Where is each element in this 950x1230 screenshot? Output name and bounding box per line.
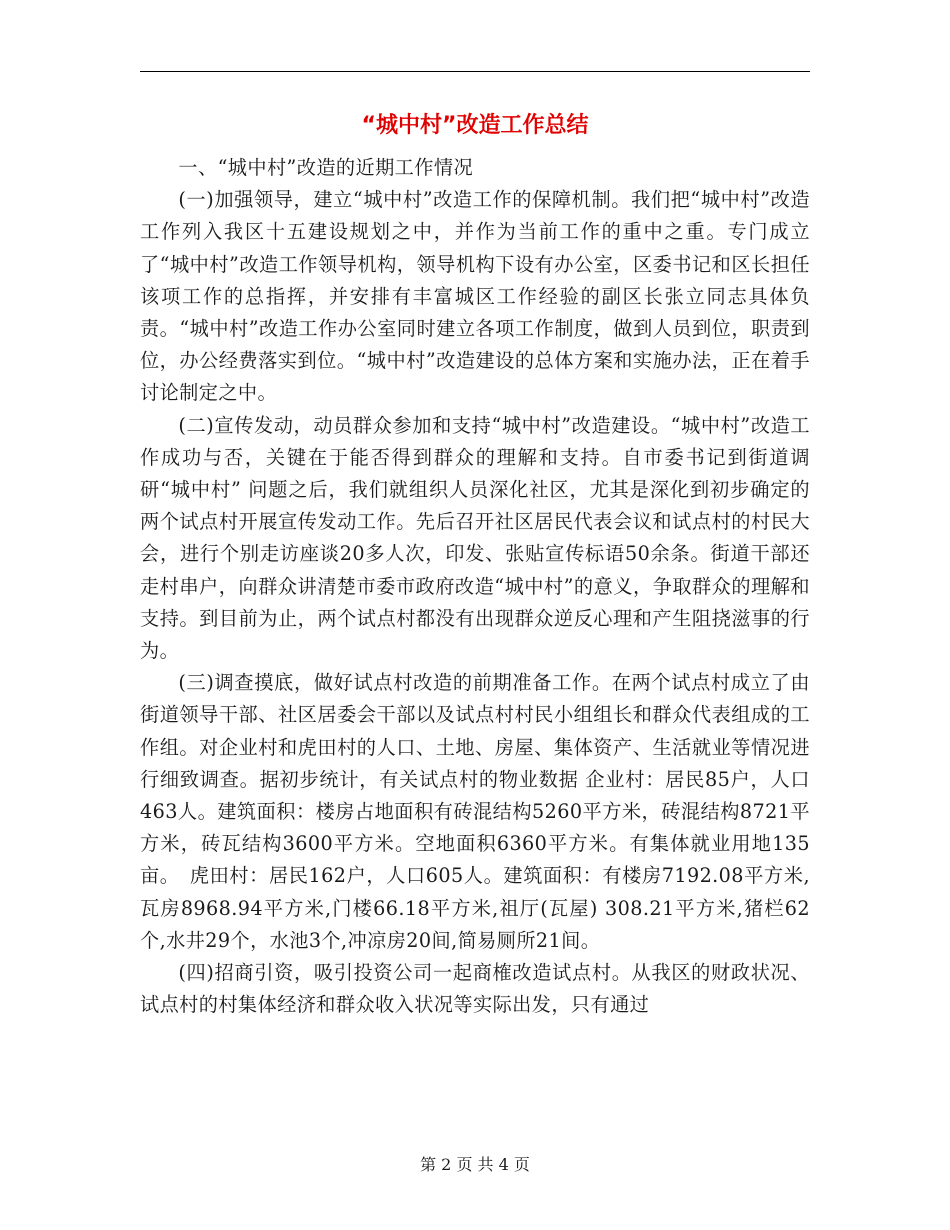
paragraph: (一)加强领导，建立“城中村”改造工作的保障机制。我们把“城中村”改造工作列入我区十五建设规划之中，并作为当前工作的重中之重。专门成立了“城中村”改造工作领导机构，领导机构下设有办公室，区委书记和区长担任该项工作的总指挥，并安排有丰富城区工作经验的副区长张立同志具体负责。“城中村”改造工作办公室同时建立各项工作制度，做到人员到位，职责到位，办公经费落实到位。“城中村”改造建设的总体方案和实施办法，正在着手讨论制定之中。: [140, 188, 810, 405]
header-rule: [140, 71, 810, 72]
paragraph: (三)调查摸底，做好试点村改造的前期准备工作。在两个试点村成立了由街道领导干部、社区居委会干部以及试点村村民小组组长和群众代表组成的工作组。对企业村和虎田村的人口、土地、房屋、集体资产、生活就业等情况进行细致调查。据初步统计，有关试点村的物业数据 企业村：居民85户，人口463人。建筑面积：楼房占地面积有砖混结构5260平方米，砖混结构8721平方米，砖瓦结构3600平方米。空地面积6360平方米。有集体就业用地135亩。 虎田村：居民162户，人口605人。建筑面积：有楼房7192.08平方米,瓦房8968.94平方米,门楼66.18平方米,祖厅(瓦屋) 308.21平方米,猪栏62个,水井29个，水池3个,冲凉房20间,简易厕所21间。: [140, 671, 810, 952]
paragraph: (二)宣传发动，动员群众参加和支持“城中村”改造建设。“城中村”改造工作成功与否，关键在于能否得到群众的理解和支持。自市委书记到街道调研“城中村” 问题之后，我们就组织人员深化社区，尤其是深化到初步确定的两个试点村开展宣传发动工作。先后召开社区居民代表会议和试点村的村民大会，进行个别走访座谈20多人次，印发、张贴宣传标语50余条。街道干部还走村串户，向群众讲清楚市委市政府改造“城中村”的意义，争取群众的理解和支持。到目前为止，两个试点村都没有出现群众逆反心理和产生阻挠滋事的行为。: [140, 413, 810, 663]
document-title: “城中村”改造工作总结: [361, 113, 589, 138]
section-heading: 一、“城中村”改造的近期工作情况: [178, 156, 474, 179]
page-number-footer: 第 2 页 共 4 页: [420, 1155, 530, 1174]
paragraph: (四)招商引资，吸引投资公司一起商榷改造试点村。从我区的财政状况、试点村的村集体经济和群众收入状况等实际出发，只有通过: [140, 961, 810, 1017]
document-body: [140, 152, 810, 1021]
